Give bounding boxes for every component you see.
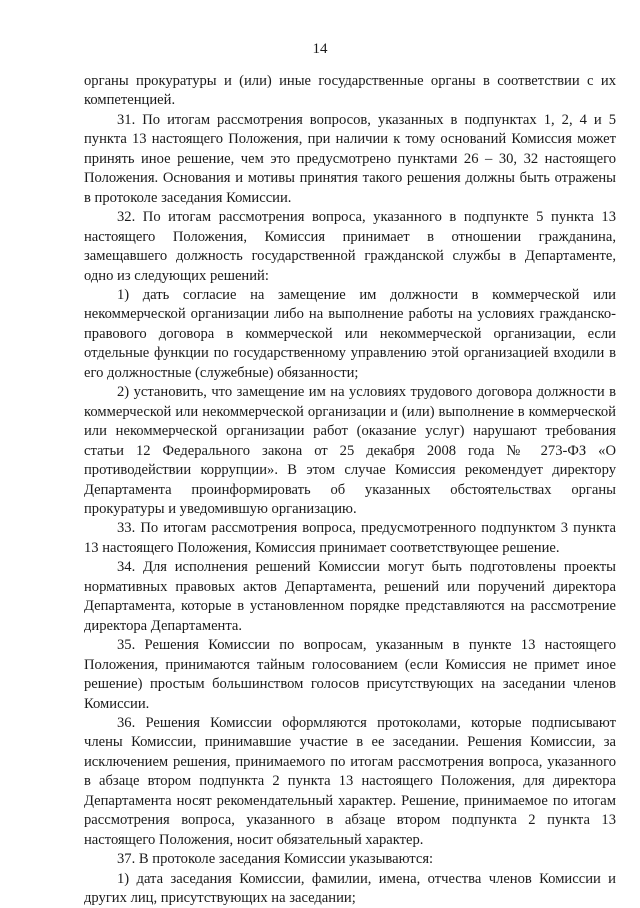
paragraph-31: 31. По итогам рассмотрения вопросов, указанных в подпунктах 1, 2, 4 и 5 пункта 13 настоящего Положения, при наличии к тому оснований Комиссия может принять иное решение, чем это предусмотрено пунктами 26 – 30, 32 настоящего Положения. Основания и мотивы принятия такого решения должны быть отражены в протоколе заседания Комиссии. [84, 111, 616, 206]
paragraph-35: 35. Решения Комиссии по вопросам, указанным в пункте 13 настоящего Положения, принимаются тайным голосованием (если Комиссия не примет иное решение) простым большинством голосов присутствующих на заседании членов Комиссии. [84, 637, 616, 712]
paragraph-32-item-1: 1) дать согласие на замещение им должности в коммерческой или некоммерческой организации либо на выполнение работы на условиях гражданско-правового договора в коммерческой или некоммерческой организации, если отдельные функции по государственному управлению этой организацией входили в его должностные (служебные) обязанности; [84, 286, 616, 381]
paragraph-32: 32. По итогам рассмотрения вопроса, указанного в подпункте 5 пункта 13 настоящего Положения, Комиссия принимает в отношении гражданина, замещавшего должность государственной гражданской службы в Департаменте, одно из следующих решений: [84, 209, 616, 284]
page-number: 14 [312, 41, 328, 57]
paragraph-continuation: органы прокуратуры и (или) иные государственные органы в соответствии с их компетенцией. [84, 73, 616, 109]
paragraph-37: 37. В протоколе заседания Комиссии указываются: [117, 851, 434, 868]
paragraph-32-item-2: 2) установить, что замещение им на условиях трудового договора должности в коммерческой или некоммерческой организации и (или) выполнение в коммерческой или некоммерческой организации работ (оказание услуг) нарушают требования статьи 12 Федерального закона от 25 декабря 2008 года № 273-ФЗ «О противодействии коррупции». В этом случае Комиссия рекомендует директору Департамента проинформировать об указанных обстоятельствах органы прокуратуры и уведомившую организацию. [84, 384, 616, 517]
paragraph-33: 33. По итогам рассмотрения вопроса, предусмотренного подпунктом 3 пункта 13 настоящего Положения, Комиссия принимает соответствующее решение. [84, 520, 616, 556]
paragraph-34: 34. Для исполнения решений Комиссии могут быть подготовлены проекты нормативных правовых актов Департамента, решений или поручений директора Департамента, которые в установленном порядке представляются на рассмотрение директора Департамента. [84, 559, 616, 634]
document-body [84, 72, 616, 908]
paragraph-36: 36. Решения Комиссии оформляются протоколами, которые подписывают члены Комиссии, принимавшие участие в ее заседании. Решения Комиссии, за исключением решения, принимаемого по итогам рассмотрения вопроса, указанного в абзаце втором подпункта 2 пункта 13 настоящего Положения, для директора Департамента носят рекомендательный характер. Решение, принимаемое по итогам рассмотрения вопроса, указанного в абзаце втором подпункта 2 пункта 13 настоящего Положения, носит обязательный характер. [84, 714, 616, 848]
paragraph-37-item-1: 1) дата заседания Комиссии, фамилии, имена, отчества членов Комиссии и других лиц, присутствующих на заседании; [84, 870, 616, 907]
